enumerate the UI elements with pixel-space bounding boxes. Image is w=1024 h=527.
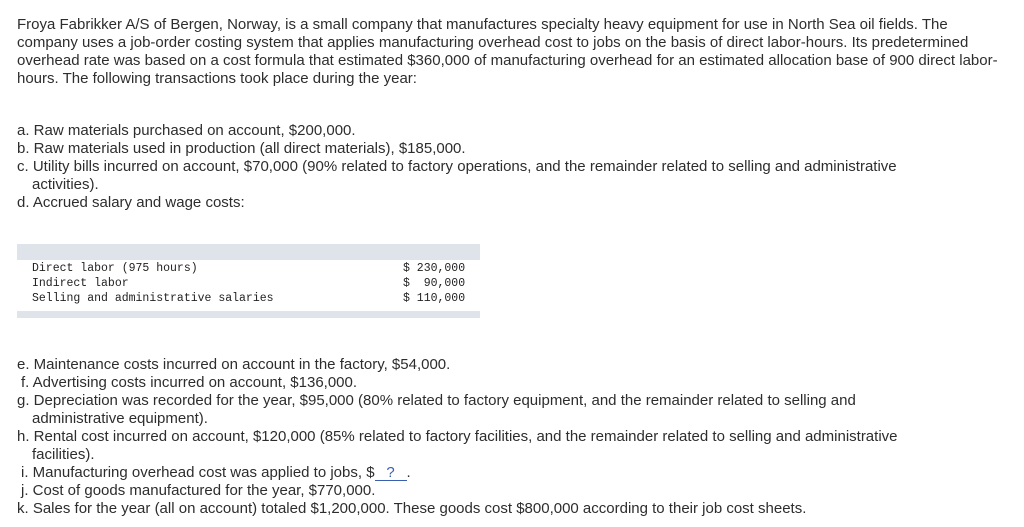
transaction-e: e. Maintenance costs incurred on account in the factory, $54,000. <box>17 356 451 373</box>
transaction-k: k. Sales for the year (all on account) totaled $1,200,000. These goods cost $800,000 according to their job cost sheets. <box>17 500 807 517</box>
transaction-d: d. Accrued salary and wage costs: <box>17 194 245 211</box>
transaction-a: a. Raw materials purchased on account, $200,000. <box>17 122 356 139</box>
wage-cost-table <box>17 244 480 318</box>
wage-row-amount: $ 110,000 <box>403 292 466 305</box>
transaction-list-top <box>17 122 1007 212</box>
transaction-h-line2: facilities). <box>32 446 95 463</box>
wage-table-row <box>17 291 480 306</box>
transaction-i <box>17 464 1007 482</box>
transaction-j: j. Cost of goods manufactured for the year, $770,000. <box>21 482 376 499</box>
transaction-i-suffix: . <box>406 464 411 481</box>
transaction-h-line1: h. Rental cost incurred on account, $120,000 (85% related to factory facilities, and the remainder related to selling and administrative <box>17 428 898 445</box>
wage-table-footer-band <box>17 311 480 318</box>
wage-table-row <box>17 261 480 276</box>
transaction-c-line1: c. Utility bills incurred on account, $70,000 (90% related to factory operations, and the remainder related to selling and administrative <box>17 158 897 175</box>
transaction-i-prefix: i. Manufacturing overhead cost was applied to jobs, $ <box>21 464 375 481</box>
wage-row-amount: $ 230,000 <box>403 262 466 275</box>
transaction-g <box>17 392 1007 428</box>
wage-row-amount: $ 90,000 <box>403 277 466 290</box>
transaction-g-line2: administrative equipment). <box>32 410 208 427</box>
transaction-h <box>17 428 1007 464</box>
overhead-applied-answer-field[interactable]: ? <box>375 465 407 481</box>
transaction-g-line1: g. Depreciation was recorded for the year, $95,000 (80% related to factory equipment, and the remainder related to selling and <box>17 392 856 409</box>
transaction-c <box>17 158 1007 194</box>
wage-row-label: Indirect labor <box>32 277 129 290</box>
wage-table-header-band <box>17 244 480 260</box>
wage-row-label: Selling and administrative salaries <box>32 292 274 305</box>
wage-row-label: Direct labor (975 hours) <box>32 262 198 275</box>
wage-table-row <box>17 276 480 291</box>
transaction-list-bottom <box>17 356 1007 518</box>
problem-intro: Froya Fabrikker A/S of Bergen, Norway, is a small company that manufactures specialty heavy equipment for use in North Sea oil fields. The company uses a job-order costing system that applies manufacturing overhead cost to jobs on the basis of direct labor-hours. Its predetermined overhead rate was based on a cost formula that estimated $360,000 of manufacturing overhead for an estimated allocation base of 900 direct labor-hours. The following transactions took place during the year: <box>17 16 998 87</box>
transaction-b: b. Raw materials used in production (all direct materials), $185,000. <box>17 140 466 157</box>
transaction-f: f. Advertising costs incurred on account, $136,000. <box>21 374 358 391</box>
transaction-c-line2: activities). <box>32 176 99 193</box>
